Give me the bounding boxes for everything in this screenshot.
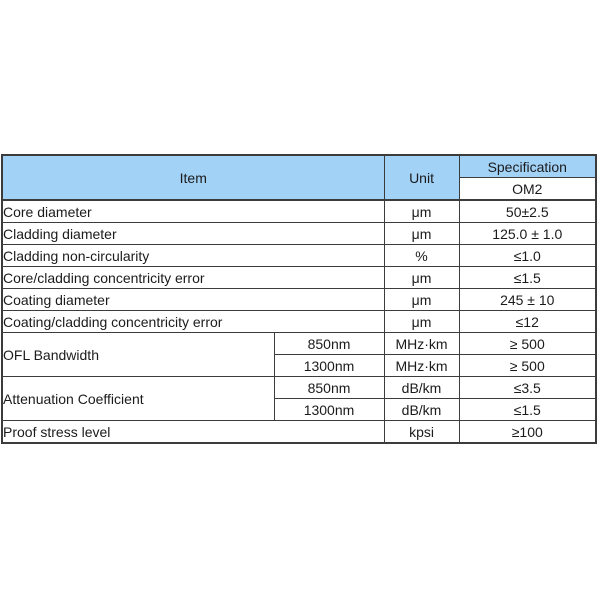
value-cell: ≤12 [459,311,596,333]
unit-cell: MHz·km [384,355,459,377]
value-cell: 125.0 ± 1.0 [459,223,596,245]
item-cell: Core/cladding concentricity error [2,267,384,289]
value-cell: ≤1.5 [459,267,596,289]
item-cell: Coating/cladding concentricity error [2,311,384,333]
table-row [2,223,596,245]
unit-cell: kpsi [384,421,459,444]
value-cell: ≥ 500 [459,355,596,377]
unit-cell: MHz·km [384,333,459,355]
table-row [2,311,596,333]
item-cell: Proof stress level [2,421,384,444]
table-row [2,333,596,355]
unit-cell: μm [384,223,459,245]
value-cell: ≤3.5 [459,377,596,399]
header-specification: Specification [459,155,596,178]
table-row [2,267,596,289]
item-cell: Cladding diameter [2,223,384,245]
unit-cell: μm [384,267,459,289]
wavelength-cell: 850nm [274,333,384,355]
item-cell: Coating diameter [2,289,384,311]
header-item: Item [2,155,384,200]
table-row [2,377,596,399]
value-cell: 245 ± 10 [459,289,596,311]
header-row-1 [2,155,596,178]
table-row [2,200,596,223]
item-cell: Core diameter [2,200,384,223]
table-row [2,245,596,267]
unit-cell: μm [384,311,459,333]
unit-cell: μm [384,200,459,223]
wavelength-cell: 1300nm [274,399,384,421]
value-cell: ≤1.5 [459,399,596,421]
wavelength-cell: 850nm [274,377,384,399]
table-row [2,289,596,311]
unit-cell: μm [384,289,459,311]
value-cell: ≥100 [459,421,596,444]
item-cell: Attenuation Coefficient [2,377,274,421]
wavelength-cell: 1300nm [274,355,384,377]
header-fiber-type: OM2 [459,178,596,201]
unit-cell: % [384,245,459,267]
item-cell: OFL Bandwidth [2,333,274,377]
value-cell: ≥ 500 [459,333,596,355]
value-cell: ≤1.0 [459,245,596,267]
unit-cell: dB/km [384,399,459,421]
value-cell: 50±2.5 [459,200,596,223]
specification-table [1,154,597,444]
item-cell: Cladding non-circularity [2,245,384,267]
unit-cell: dB/km [384,377,459,399]
table-row [2,421,596,444]
header-unit: Unit [384,155,459,200]
